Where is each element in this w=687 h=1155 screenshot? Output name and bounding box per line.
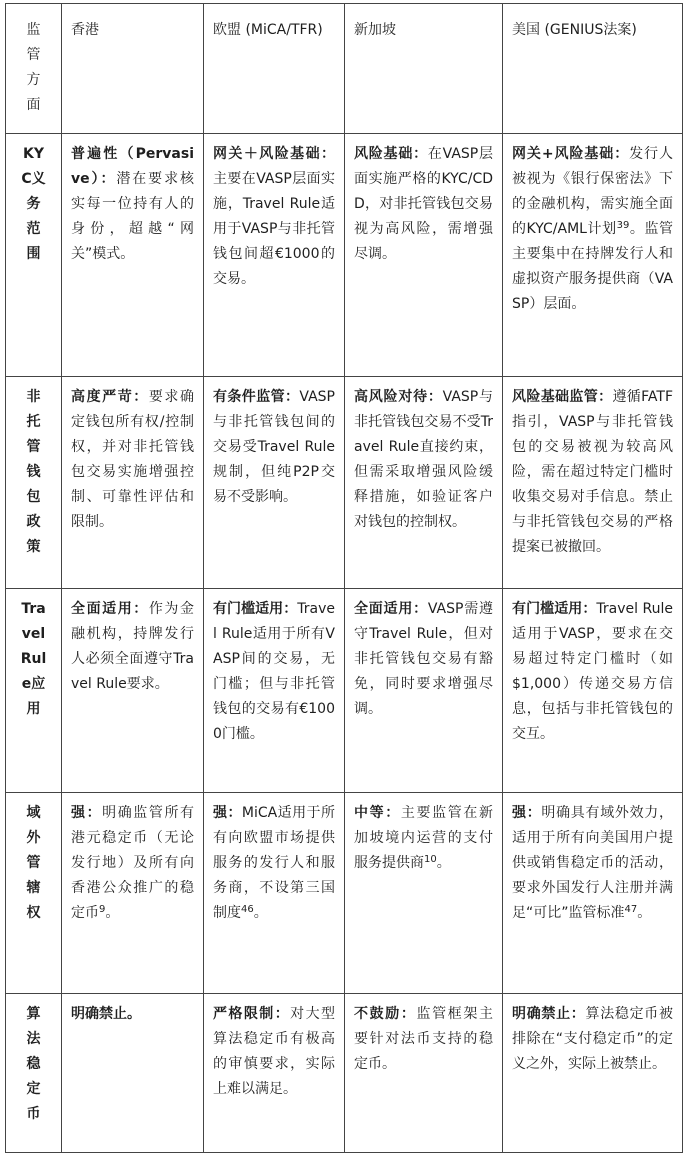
cell-text-tail: 。监管主要集中在持牌发行人和虚拟资产服务提供商（VASP）层面。 xyxy=(512,221,674,312)
cell-singapore xyxy=(345,377,503,589)
cell-text: 监管框架主要针对法币支持的稳定币。 xyxy=(354,1006,493,1072)
cell-text: 遵循FATF指引，VASP与非托管钱包的交易被视为较高风险，需在超过特定门槛时收集交易对手信息。禁止与非托管钱包交易的严格提案已被撤回。 xyxy=(512,389,673,555)
cell-label: 强： xyxy=(512,805,542,821)
cell-us xyxy=(503,793,683,994)
cell-hong-kong xyxy=(62,994,204,1153)
header-hong-kong: 香港 xyxy=(62,4,204,134)
cell-us xyxy=(503,377,683,589)
cell-text: 要求确定钱包所有权/控制权，并对非托管钱包交易实施增强控制、可靠性评估和限制。 xyxy=(71,389,195,530)
cell-singapore xyxy=(345,793,503,994)
cell-text: 对大型算法稳定币有极高的审慎要求，实际上难以满足。 xyxy=(213,1006,336,1097)
table-row xyxy=(6,793,683,994)
cell-label: 强： xyxy=(71,805,103,821)
cell-label: 有门槛适用： xyxy=(213,601,298,617)
cell-eu xyxy=(204,994,345,1153)
cell-label: 有门槛适用： xyxy=(512,601,597,617)
cell-text-tail: 。 xyxy=(637,905,652,921)
cell-eu xyxy=(204,377,345,589)
cell-hong-kong xyxy=(62,377,204,589)
table-row xyxy=(6,134,683,377)
cell-text: 发行人被视为《银行保密法》下的金融机构，需实施全面的KYC/AML计划 xyxy=(512,146,674,237)
header-us: 美国 (GENIUS法案) xyxy=(503,4,683,134)
header-aspect: 监管方面 xyxy=(6,4,62,134)
cell-text: Travel Rule适用于所有VASP间的交易，无门槛；但与非托管钱包的交易有€1000门槛。 xyxy=(213,601,335,742)
footnote-ref[interactable]: 9 xyxy=(99,904,106,915)
cell-hong-kong xyxy=(62,793,204,994)
cell-eu xyxy=(204,589,345,793)
cell-text-tail: 。 xyxy=(253,905,268,921)
table-row xyxy=(6,994,683,1153)
cell-label: 高度严苛： xyxy=(71,389,149,405)
cell-label: 中等： xyxy=(354,805,401,821)
regulation-comparison-table xyxy=(5,3,683,1153)
cell-eu xyxy=(204,793,345,994)
cell-text: MiCA适用于所有向欧盟市场提供服务的发行人和服务商，不设第三国制度 xyxy=(213,805,335,921)
row-heading: 算法稳定币 xyxy=(6,994,62,1153)
cell-text: 主要在VASP层面实施，Travel Rule适用于VASP与非托管钱包间超€1000的交易。 xyxy=(213,171,335,287)
cell-label: 强： xyxy=(213,805,242,821)
header-singapore: 新加坡 xyxy=(345,4,503,134)
cell-label: 网关＋风险基础： xyxy=(213,146,335,162)
cell-us xyxy=(503,994,683,1153)
cell-text: 在VASP层面实施严格的KYC/CDD，对非托管钱包交易视为高风险，需增强尽调。 xyxy=(354,146,494,262)
table-row xyxy=(6,589,683,793)
cell-label: 明确禁止。 xyxy=(71,1006,141,1022)
cell-us xyxy=(503,134,683,377)
table-row xyxy=(6,377,683,589)
cell-text: VASP与非托管钱包间的交易受Travel Rule规制，但纯P2P交易不受影响。 xyxy=(213,389,335,505)
cell-label: 风险基础： xyxy=(354,146,428,162)
cell-hong-kong xyxy=(62,589,204,793)
row-heading: 域外管辖权 xyxy=(6,793,62,994)
row-heading: Travel Rule应用 xyxy=(6,589,62,793)
header-eu: 欧盟 (MiCA/TFR) xyxy=(204,4,345,134)
footnote-ref[interactable]: 47 xyxy=(624,904,638,915)
cell-label: 高风险对待： xyxy=(354,389,443,405)
cell-eu xyxy=(204,134,345,377)
cell-singapore xyxy=(345,994,503,1153)
cell-text-tail: 。 xyxy=(436,855,451,871)
cell-text: VASP与非托管钱包交易不受Travel Rule直接约束，但需采取增强风险缓释措施，如验证客户对钱包的控制权。 xyxy=(354,389,494,530)
cell-text: 算法稳定币被排除在“支付稳定币”的定义之外，实际上被禁止。 xyxy=(512,1006,673,1072)
footnote-ref[interactable]: 39 xyxy=(616,220,630,231)
cell-text: 明确具有域外效力，适用于所有向美国用户提供或销售稳定币的活动，要求外国发行人注册并满足“可比”监管标准 xyxy=(512,805,674,921)
cell-text: 作为金融机构，持牌发行人必须全面遵守Travel Rule要求。 xyxy=(71,601,195,692)
cell-text: 潜在要求核实每一位持有人的身份，超越“网关”模式。 xyxy=(71,171,195,262)
cell-text-tail: 。 xyxy=(105,905,120,921)
table-header-row xyxy=(6,4,683,134)
cell-label: 风险基础监管： xyxy=(512,389,613,405)
cell-label: 不鼓励： xyxy=(354,1006,417,1022)
cell-us xyxy=(503,589,683,793)
row-heading: 非托管钱包政策 xyxy=(6,377,62,589)
cell-text: Travel Rule适用于VASP，要求在交易超过特定门槛时（如$1,000）传递交易方信息，包括与非托管钱包的交互。 xyxy=(512,601,673,742)
cell-label: 有条件监管： xyxy=(213,389,300,405)
footnote-ref[interactable]: 10 xyxy=(424,854,437,865)
cell-text: 明确监管所有港元稳定币（无论发行地）及所有向香港公众推广的稳定币 xyxy=(71,805,195,921)
cell-label: 网关+风险基础： xyxy=(512,146,630,162)
cell-text: VASP需遵守Travel Rule，但对非托管钱包交易有豁免，同时要求增强尽调。 xyxy=(354,601,494,717)
cell-label: 普遍性（Pervasive）： xyxy=(71,146,194,187)
cell-label: 全面适用： xyxy=(354,601,428,617)
cell-label: 严格限制： xyxy=(213,1006,291,1022)
cell-label: 明确禁止： xyxy=(512,1006,586,1022)
cell-text: 主要监管在新加坡境内运营的支付服务提供商 xyxy=(354,805,493,871)
cell-singapore xyxy=(345,134,503,377)
cell-singapore xyxy=(345,589,503,793)
cell-hong-kong xyxy=(62,134,204,377)
row-heading: KYC义务范围 xyxy=(6,134,62,377)
footnote-ref[interactable]: 46 xyxy=(241,904,254,915)
cell-label: 全面适用： xyxy=(71,601,149,617)
